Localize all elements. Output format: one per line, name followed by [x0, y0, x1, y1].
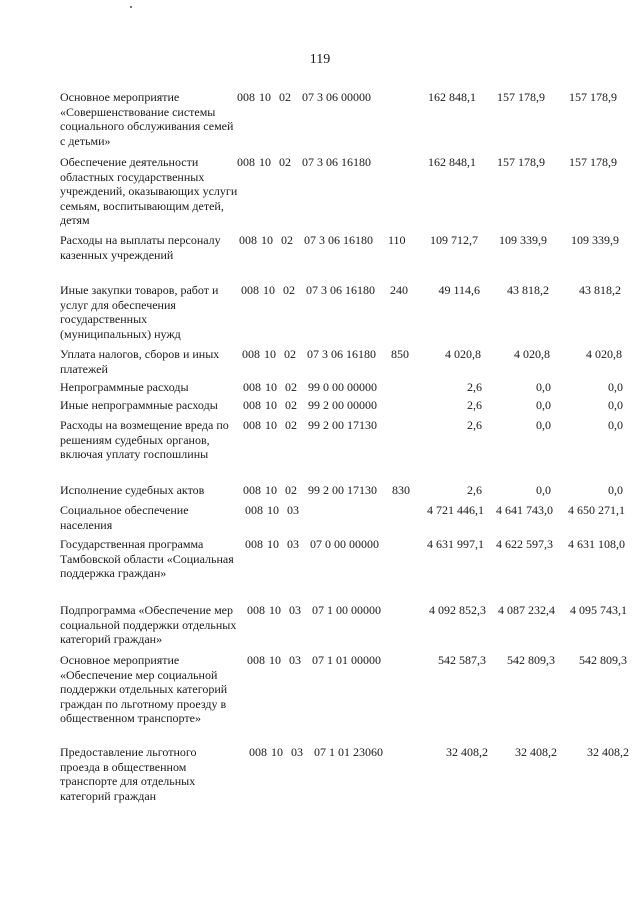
- target-code: 07 3 06 16180: [302, 155, 371, 169]
- amount-2019: 162 848,1: [428, 90, 476, 104]
- ministry-code: 008: [241, 283, 259, 297]
- row-name: Расходы на возмещение вреда по решениям судебных органов, включая уплату госпошлины: [60, 418, 229, 461]
- ministry-code: 008: [249, 745, 267, 759]
- ministry-code: 008: [237, 90, 255, 104]
- row-name: Основное мероприятие «Обеспечение мер социальной поддержки отдельных категорий граждан по льготному проезду в общественном транспорте»: [60, 653, 228, 725]
- amount-2020: 4 641 743,0: [496, 503, 553, 517]
- subsection-code: 02: [281, 233, 293, 247]
- amount-2020: 32 408,2: [515, 745, 557, 759]
- row-name: Социальное обеспечение населения: [60, 503, 189, 532]
- row-name: Предоставление льготного проезда в общественном транспорте для отдельных категорий граждан: [60, 745, 197, 803]
- amount-2019: 4 721 446,1: [427, 503, 484, 517]
- amount-2021: 43 818,2: [579, 283, 621, 297]
- amount-2021: 4 650 271,1: [568, 503, 625, 517]
- ministry-code: 008: [247, 653, 265, 667]
- subsection-code: 02: [279, 155, 291, 169]
- target-code: 99 2 00 17130: [308, 483, 377, 497]
- expense-type-code: 830: [392, 483, 410, 497]
- amount-2020: 542 809,3: [507, 653, 555, 667]
- section-code: 10: [265, 483, 277, 497]
- amount-2020: 157 178,9: [497, 90, 545, 104]
- amount-2020: 4 020,8: [514, 347, 550, 361]
- subsection-code: 03: [289, 603, 301, 617]
- section-code: 10: [261, 233, 273, 247]
- target-code: 99 2 00 00000: [308, 398, 377, 412]
- amount-2020: 4 087 232,4: [498, 603, 555, 617]
- target-code: 07 3 06 16180: [306, 283, 375, 297]
- amount-2020: 0,0: [536, 380, 551, 394]
- ministry-code: 008: [239, 233, 257, 247]
- target-code: 99 0 00 00000: [308, 380, 377, 394]
- subsection-code: 03: [287, 503, 299, 517]
- row-name: Уплата налогов, сборов и иных платежей: [60, 347, 220, 376]
- amount-2021: 4 095 743,1: [570, 603, 627, 617]
- section-code: 10: [259, 90, 271, 104]
- section-code: 10: [267, 537, 279, 551]
- amount-2019: 32 408,2: [446, 745, 488, 759]
- target-code: 07 1 00 00000: [312, 603, 381, 617]
- amount-2020: 0,0: [536, 398, 551, 412]
- target-code: 99 2 00 17130: [308, 418, 377, 432]
- row-name: Иные закупки товаров, работ и услуг для обеспечения государственных (муниципальных) нужд: [60, 283, 219, 341]
- expense-type-code: 240: [390, 283, 408, 297]
- amount-2019: 4 020,8: [445, 347, 481, 361]
- amount-2019: 4 092 852,3: [429, 603, 486, 617]
- amount-2019: 109 712,7: [430, 233, 478, 247]
- amount-2021: 0,0: [608, 483, 623, 497]
- row-name: Обеспечение деятельности областных государственных учреждений, оказывающих услуги семьям, воспитывающим детей, детям: [60, 155, 238, 227]
- section-code: 10: [269, 653, 281, 667]
- amount-2021: 0,0: [608, 418, 623, 432]
- ministry-code: 008: [242, 347, 260, 361]
- amount-2021: 4 020,8: [586, 347, 622, 361]
- subsection-code: 02: [285, 418, 297, 432]
- subsection-code: 02: [285, 483, 297, 497]
- ministry-code: 008: [247, 603, 265, 617]
- ministry-code: 008: [243, 418, 261, 432]
- amount-2019: 4 631 997,1: [427, 537, 484, 551]
- row-name: Основное мероприятие «Совершенствование системы социального обслуживания семей с детьми»: [60, 90, 234, 148]
- target-code: 07 3 06 16180: [304, 233, 373, 247]
- ministry-code: 008: [243, 380, 261, 394]
- section-code: 10: [271, 745, 283, 759]
- subsection-code: 03: [287, 537, 299, 551]
- amount-2020: 109 339,9: [499, 233, 547, 247]
- row-name: Государственная программа Тамбовской области «Социальная поддержка граждан»: [60, 537, 234, 580]
- amount-2020: 0,0: [536, 418, 551, 432]
- row-name: Исполнение судебных актов: [60, 483, 205, 497]
- subsection-code: 03: [291, 745, 303, 759]
- section-code: 10: [259, 155, 271, 169]
- amount-2019: 162 848,1: [428, 155, 476, 169]
- amount-2021: 157 178,9: [569, 155, 617, 169]
- amount-2019: 2,6: [467, 483, 482, 497]
- amount-2019: 542 587,3: [438, 653, 486, 667]
- page-number: 119: [309, 52, 331, 67]
- amount-2021: 0,0: [608, 380, 623, 394]
- amount-2019: 2,6: [467, 418, 482, 432]
- section-code: 10: [265, 398, 277, 412]
- ministry-code: 008: [237, 155, 255, 169]
- subsection-code: 02: [283, 283, 295, 297]
- amount-2019: 2,6: [467, 380, 482, 394]
- amount-2021: 157 178,9: [569, 90, 617, 104]
- target-code: 07 1 01 23060: [314, 745, 383, 759]
- expense-type-code: 850: [391, 347, 409, 361]
- amount-2020: 157 178,9: [497, 155, 545, 169]
- row-name: Иные непрограммные расходы: [60, 398, 218, 412]
- amount-2020: 4 622 597,3: [496, 537, 553, 551]
- amount-2021: 32 408,2: [587, 745, 629, 759]
- row-name: Подпрограмма «Обеспечение мер социальной поддержки отдельных категорий граждан»: [60, 603, 237, 646]
- ministry-code: 008: [245, 503, 263, 517]
- expense-type-code: 110: [388, 233, 406, 247]
- section-code: 10: [265, 418, 277, 432]
- ministry-code: 008: [243, 398, 261, 412]
- amount-2021: 109 339,9: [571, 233, 619, 247]
- subsection-code: 02: [285, 398, 297, 412]
- amount-2019: 49 114,6: [438, 283, 480, 297]
- subsection-code: 02: [284, 347, 296, 361]
- section-code: 10: [269, 603, 281, 617]
- amount-2021: 4 631 108,0: [568, 537, 625, 551]
- amount-2020: 43 818,2: [507, 283, 549, 297]
- target-code: 07 3 06 00000: [302, 90, 371, 104]
- row-name: Расходы на выплаты персоналу казенных учреждений: [60, 233, 221, 262]
- target-code: 07 3 06 16180: [307, 347, 376, 361]
- amount-2021: 0,0: [608, 398, 623, 412]
- row-name: Непрограммные расходы: [60, 380, 189, 394]
- subsection-code: 02: [285, 380, 297, 394]
- target-code: 07 0 00 00000: [310, 537, 379, 551]
- amount-2020: 0,0: [536, 483, 551, 497]
- subsection-code: 03: [289, 653, 301, 667]
- ministry-code: 008: [245, 537, 263, 551]
- section-code: 10: [263, 283, 275, 297]
- section-code: 10: [265, 380, 277, 394]
- section-code: 10: [264, 347, 276, 361]
- target-code: 07 1 01 00000: [312, 653, 381, 667]
- section-code: 10: [267, 503, 279, 517]
- scan-speck: [130, 6, 132, 8]
- amount-2019: 2,6: [467, 398, 482, 412]
- ministry-code: 008: [243, 483, 261, 497]
- subsection-code: 02: [279, 90, 291, 104]
- amount-2021: 542 809,3: [579, 653, 627, 667]
